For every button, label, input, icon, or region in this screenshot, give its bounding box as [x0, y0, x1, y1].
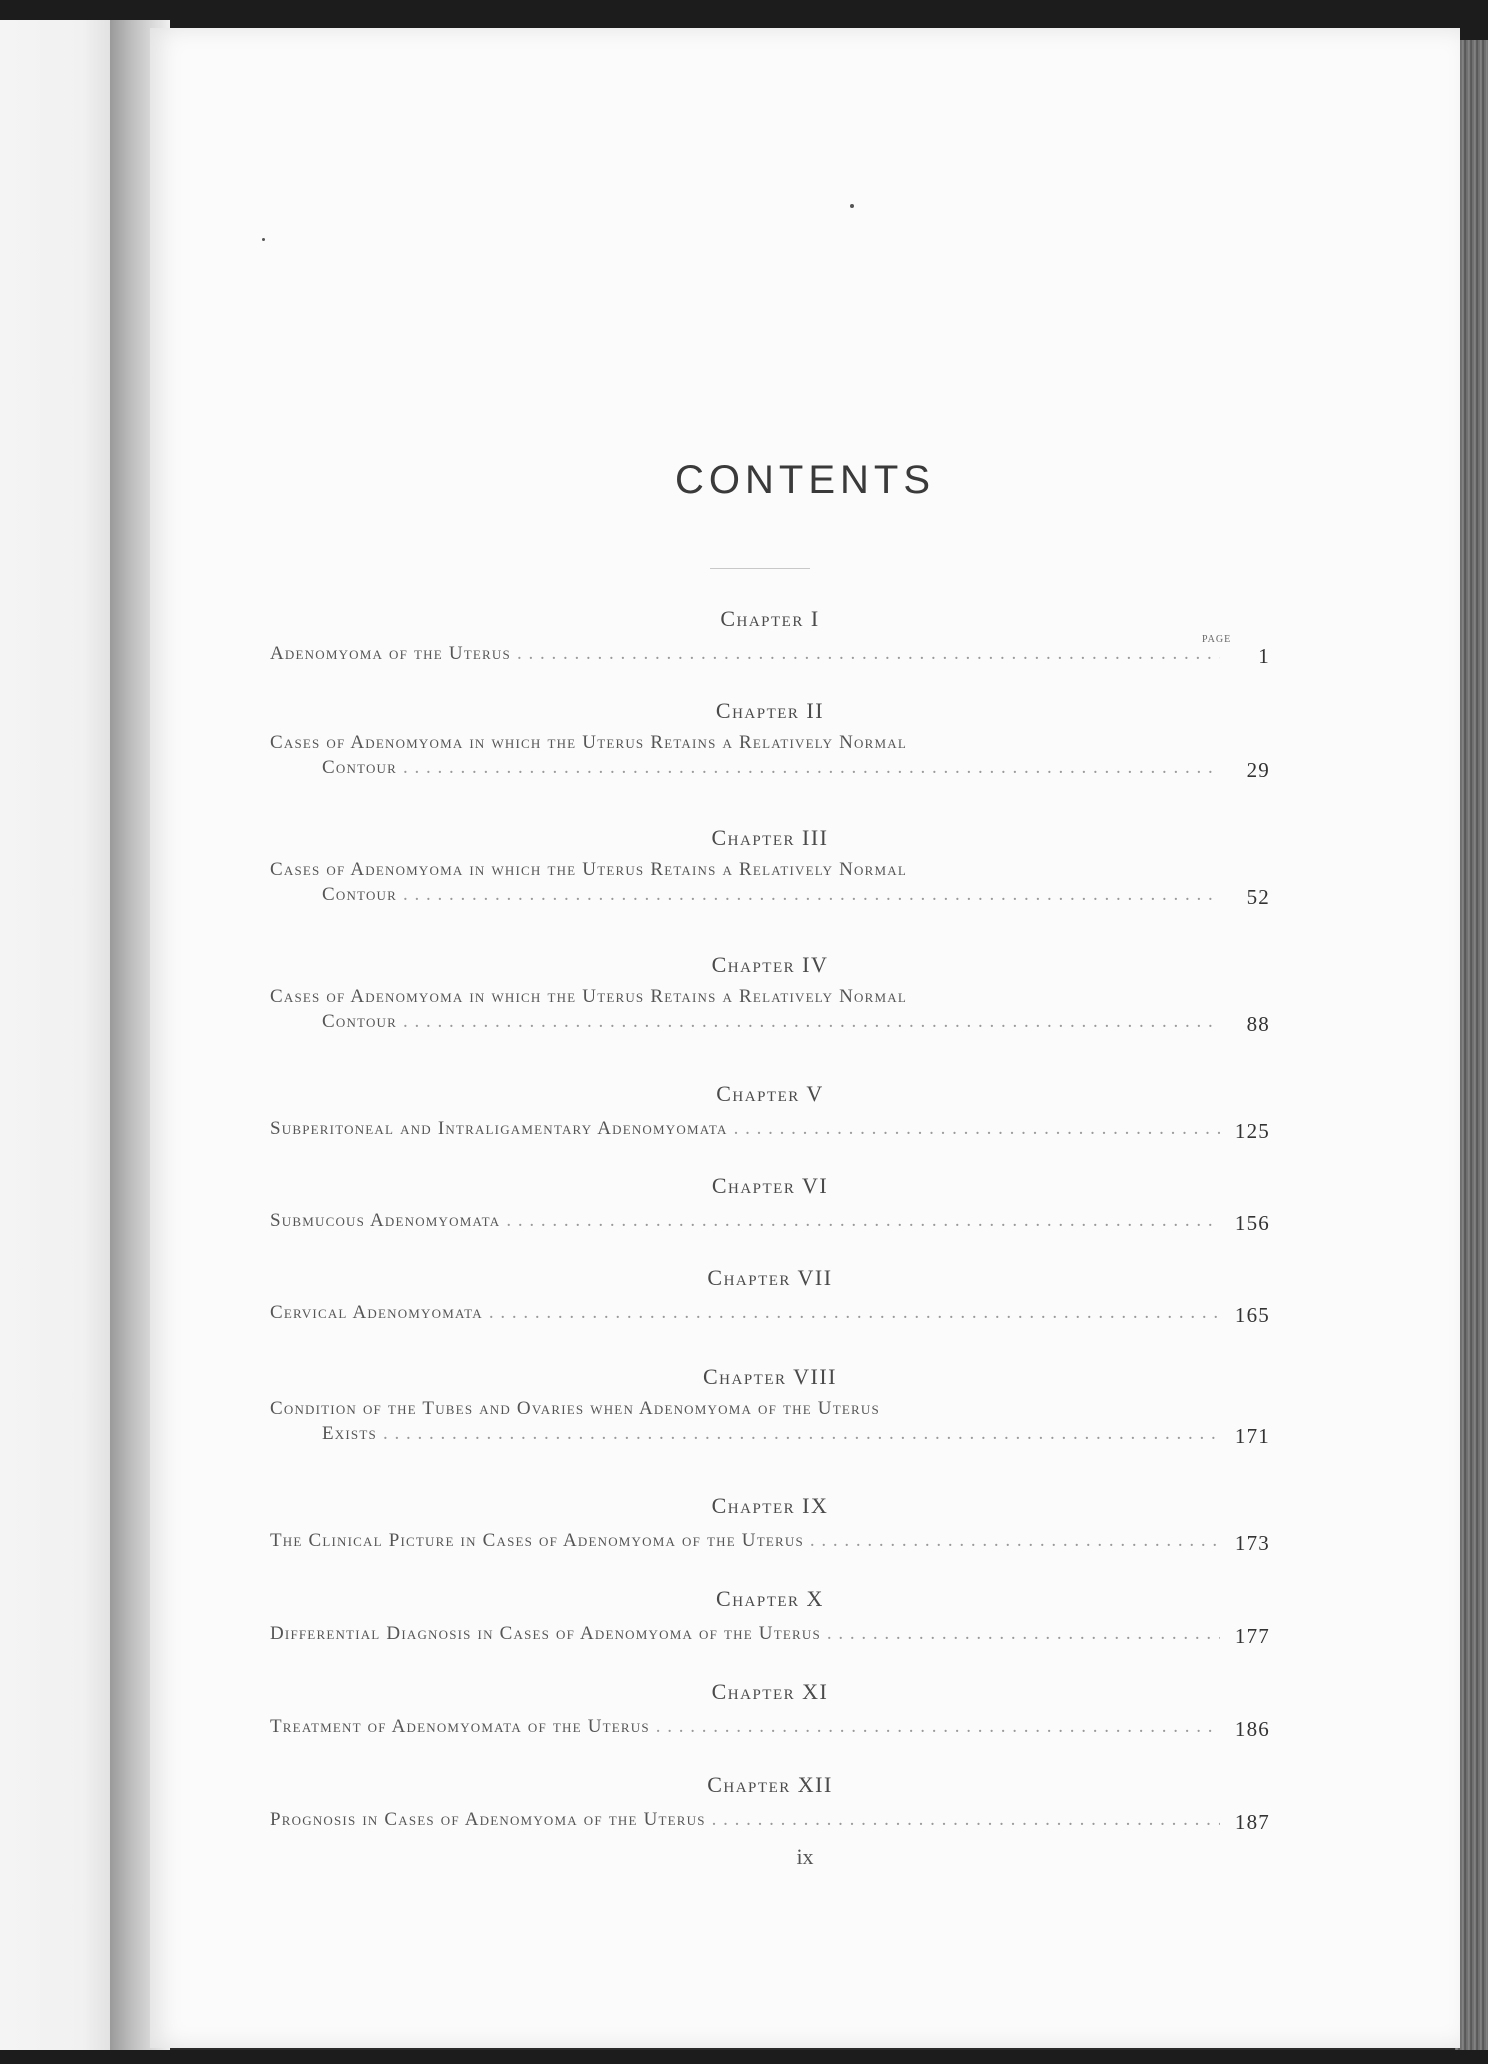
chapter-heading: Chapter VII [707, 1265, 833, 1290]
chapter-title-text: Cases of Adenomyoma in which the Uterus Retains a Relatively Normal [270, 986, 908, 1007]
page-number: 173 [1234, 1531, 1270, 1555]
chapter-heading: Chapter II [715, 698, 825, 723]
dot-leader [403, 1011, 1220, 1033]
page-number: 165 [1234, 1303, 1270, 1327]
chapter-title-line [270, 1008, 1270, 1036]
page-number: 29 [1246, 758, 1270, 782]
chapter-title-line [270, 1527, 1270, 1555]
chapter-heading: Chapter VI [711, 1173, 829, 1198]
chapter-heading: Chapter X [716, 1586, 824, 1611]
toc-entry [270, 1493, 1370, 1555]
chapter-heading: Chapter V [716, 1081, 824, 1106]
chapter-title-text: Contour [322, 757, 398, 778]
chapter-title-text: Contour [322, 884, 398, 905]
chapter-title-text: Prognosis in Cases of Adenomyoma of the Uterus [270, 1809, 706, 1830]
toc-entry [270, 1586, 1370, 1648]
chapter-title-line [270, 732, 1270, 754]
chapter-heading: Chapter IX [711, 1493, 829, 1518]
dot-leader [656, 1716, 1220, 1738]
page-number: 125 [1234, 1119, 1270, 1143]
chapter-title-line [270, 1398, 1270, 1420]
dot-leader [506, 1210, 1220, 1232]
toc-entry [270, 1265, 1370, 1327]
toc-entry [270, 1772, 1370, 1834]
chapter-heading: Chapter I [720, 606, 820, 631]
toc-entry [270, 952, 1370, 1036]
chapter-title-line [270, 754, 1270, 782]
chapter-title-text: Subperitoneal and Intraligamentary Adenomyomata [270, 1118, 728, 1139]
chapter-title-line [270, 881, 1270, 909]
chapter-title-line [270, 1299, 1270, 1327]
page-number: 177 [1234, 1624, 1270, 1648]
chapter-heading: Chapter XII [707, 1772, 833, 1797]
page-number: 156 [1234, 1211, 1270, 1235]
dot-leader [517, 643, 1220, 665]
chapter-title-text: Contour [322, 1011, 398, 1032]
chapter-title-line [270, 1115, 1270, 1143]
chapter-title-line [270, 1207, 1270, 1235]
chapter-title-line [270, 1713, 1270, 1741]
toc-entry [270, 1173, 1370, 1235]
facing-page [0, 20, 110, 2050]
title-rule [710, 568, 810, 569]
chapter-heading: Chapter IV [711, 952, 829, 977]
page-number: 186 [1234, 1717, 1270, 1741]
chapter-title-line [270, 1620, 1270, 1648]
page-number: 52 [1246, 885, 1270, 909]
page-number: 187 [1234, 1810, 1270, 1834]
dot-leader [712, 1809, 1220, 1831]
paper-speck [262, 238, 265, 241]
chapter-title-line [270, 640, 1270, 668]
chapter-title-line [270, 1806, 1270, 1834]
chapter-heading: Chapter XI [711, 1679, 829, 1704]
chapter-title-text: Differential Diagnosis in Cases of Adenomyoma of the Uterus [270, 1623, 821, 1644]
chapter-title-line [270, 986, 1270, 1008]
dot-leader [827, 1623, 1220, 1645]
toc-entry [270, 606, 1370, 668]
page-title: CONTENTS [675, 458, 935, 502]
dot-leader [403, 757, 1220, 779]
toc-entry [270, 825, 1370, 909]
chapter-heading: Chapter III [711, 825, 829, 850]
chapter-title-text: Cervical Adenomyomata [270, 1302, 483, 1323]
dot-leader [810, 1530, 1220, 1552]
dot-leader [734, 1118, 1220, 1140]
chapter-heading: Chapter VIII [703, 1364, 837, 1389]
page-column-header: PAGE [1202, 634, 1232, 645]
dot-leader [383, 1423, 1220, 1445]
chapter-title-text: Exists [322, 1423, 377, 1444]
page-number: 88 [1246, 1012, 1270, 1036]
toc-entry [270, 1081, 1370, 1143]
toc-entry [270, 1364, 1370, 1448]
toc-entry [270, 1679, 1370, 1741]
chapter-title-text: Cases of Adenomyoma in which the Uterus Retains a Relatively Normal [270, 732, 908, 753]
chapter-title-line [270, 859, 1270, 881]
chapter-title-line [270, 1420, 1270, 1448]
page-number: 171 [1234, 1424, 1270, 1448]
chapter-title-text: The Clinical Picture in Cases of Adenomyoma of the Uterus [270, 1530, 804, 1551]
chapter-title-text: Submucous Adenomyomata [270, 1210, 501, 1231]
chapter-title-text: Treatment of Adenomyomata of the Uterus [270, 1716, 650, 1737]
page-number: 1 [1258, 644, 1270, 668]
paper-speck [850, 204, 854, 208]
scan-border-bottom [0, 2050, 1488, 2064]
page-folio: ix [796, 1844, 814, 1869]
toc-entry [270, 698, 1370, 782]
dot-leader [403, 884, 1220, 906]
dot-leader [489, 1302, 1220, 1324]
chapter-title-text: Condition of the Tubes and Ovaries when Adenomyoma of the Uterus [270, 1398, 880, 1419]
chapter-title-text: Adenomyoma of the Uterus [270, 643, 511, 664]
book-page [150, 28, 1460, 2048]
chapter-title-text: Cases of Adenomyoma in which the Uterus Retains a Relatively Normal [270, 859, 908, 880]
